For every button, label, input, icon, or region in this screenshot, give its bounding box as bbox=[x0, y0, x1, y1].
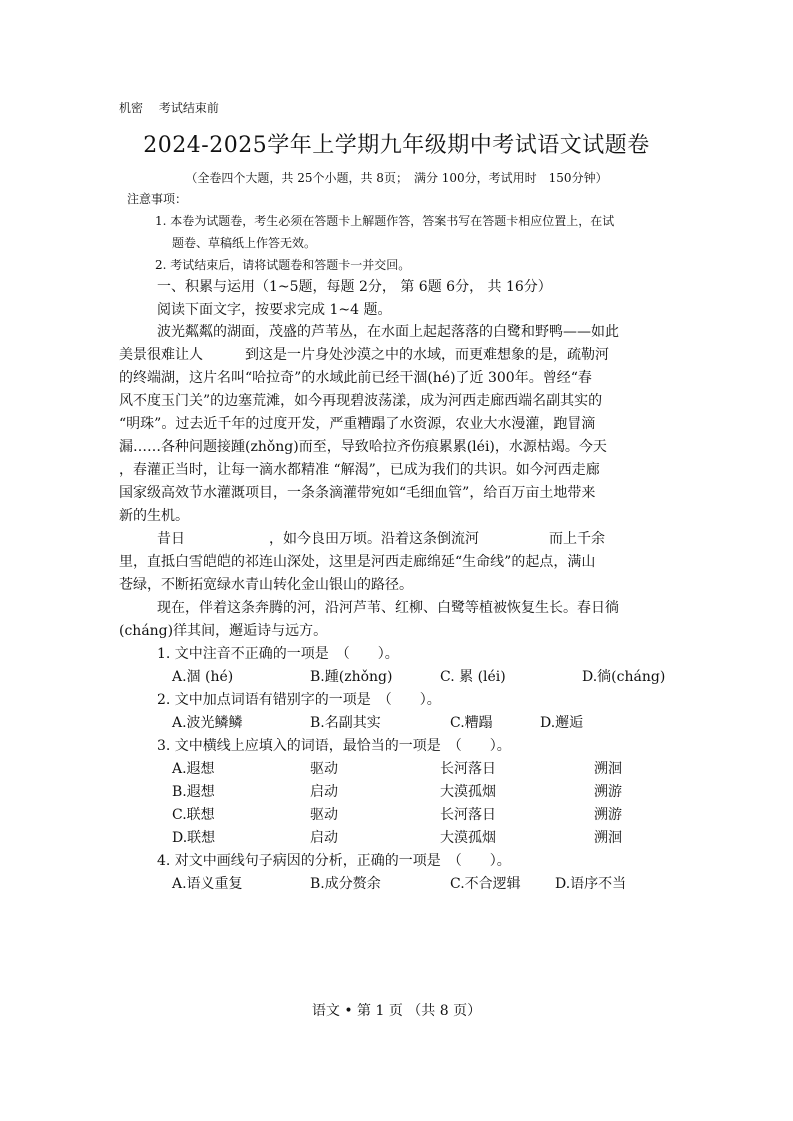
passage-line: 现在，伴着这条奔腾的河，沿河芦苇、红柳、白鹭等植被恢复生长。春日徜 bbox=[157, 600, 619, 616]
option-cell: 驱动 bbox=[310, 761, 338, 777]
passage-line: 国家级高效节水灌溉项目，一条条滴灌带宛如“毛细血管”，给百万亩土地带来 bbox=[119, 485, 596, 501]
passage-line: 美景很难让人 到这是一片身处沙漠之中的水域，而更难想象的是，疏勒河 bbox=[119, 347, 609, 363]
question-1-option-a: A.涸 (hé) bbox=[172, 669, 234, 685]
confidential-label: 机密 考试结束前 bbox=[119, 101, 219, 115]
question-1-option-d: D.徜(cháng) bbox=[582, 669, 666, 685]
option-cell: 大漠孤烟 bbox=[440, 784, 496, 800]
question-1-stem: 1. 文中注音不正确的一项是 （ ）。 bbox=[157, 646, 399, 662]
option-cell: 驱动 bbox=[310, 807, 338, 823]
option-cell: 溯游 bbox=[594, 807, 622, 823]
option-cell: 长河落日 bbox=[440, 807, 496, 823]
notice-item-1: 1. 本卷为试题卷，考生必须在答题卡上解题作答，答案书写在答题卡相应位置上，在试 bbox=[155, 214, 615, 228]
question-3-stem: 3. 文中横线上应填入的词语，最恰当的一项是 （ ）。 bbox=[157, 738, 511, 754]
passage-line: 漏……各种问题接踵(zhǒng)而至，导致哈拉齐伤痕累累(léi)，水源枯竭。今天 bbox=[119, 439, 607, 455]
option-cell: 启动 bbox=[310, 784, 338, 800]
question-4-option-d: D.语序不当 bbox=[555, 876, 627, 892]
question-2-option-d: D.邂逅 bbox=[540, 715, 584, 731]
passage-line: 波光粼粼的湖面，茂盛的芦苇丛，在水面上起起落落的白鹭和野鸭——如此 bbox=[157, 324, 619, 340]
page-title: 2024-2025学年上学期九年级期中考试语文试题卷 bbox=[143, 133, 650, 158]
question-4-option-c: C.不合逻辑 bbox=[450, 876, 521, 892]
option-cell: C.联想 bbox=[172, 807, 215, 823]
exam-info: （全卷四个大题，共 25个小题，共 8页； 满分 100分，考试用时 150分钟） bbox=[185, 171, 608, 185]
passage-line: 的终端湖，这片名叫“哈拉奇”的水域此前已经干涸(hé)了近 300年。曾经“春 bbox=[119, 370, 592, 386]
passage-line: 苍绿，不断拓宽绿水青山转化金山银山的路径。 bbox=[119, 577, 413, 593]
question-1-option-b: B.踵(zhǒng) bbox=[310, 669, 393, 685]
question-4-stem: 4. 对文中画线句子病因的分析，正确的一项是 （ ）。 bbox=[157, 853, 511, 869]
question-2-stem: 2. 文中加点词语有错别字的一项是 （ ）。 bbox=[157, 692, 441, 708]
option-cell: 大漠孤烟 bbox=[440, 830, 496, 846]
reading-instruction: 阅读下面文字，按要求完成 1~4 题。 bbox=[157, 302, 392, 318]
passage-line: (cháng)徉其间，邂逅诗与远方。 bbox=[119, 623, 328, 639]
option-cell: 溯洄 bbox=[594, 761, 622, 777]
option-cell: B.遐想 bbox=[172, 784, 215, 800]
question-1-option-c: C. 累 (léi) bbox=[440, 669, 506, 685]
page-footer: 语文 • 第 1 页 （共 8 页） bbox=[311, 1003, 482, 1019]
passage-line: ，春灌正当时，让每一滴水都精准 “解渴”，已成为我们的共识。如今河西走廊 bbox=[119, 462, 600, 478]
passage-line: 新的生机。 bbox=[119, 508, 189, 524]
notice-heading: 注意事项： bbox=[127, 192, 188, 206]
question-4-option-b: B.成分赘余 bbox=[310, 876, 381, 892]
section-heading: 一、积累与运用（1~5题，每题 2分， 第 6题 6分， 共 16分） bbox=[157, 279, 552, 295]
passage-line: 昔日 ，如今良田万顷。沿着这条倒流河 而上千余 bbox=[157, 531, 605, 547]
notice-item-1-cont: 题卷、草稿纸上作答无效。 bbox=[172, 236, 317, 250]
question-2-option-a: A.波光鳞鳞 bbox=[172, 715, 243, 731]
notice-item-2: 2. 考试结束后，请将试题卷和答题卡一并交回。 bbox=[155, 258, 411, 272]
question-2-option-c: C.糟蹋 bbox=[450, 715, 493, 731]
option-cell: D.联想 bbox=[172, 830, 216, 846]
option-cell: A.遐想 bbox=[172, 761, 215, 777]
passage-line: “明珠”。过去近千年的过度开发，严重糟蹋了水资源，农业大水漫灌，跑冒滴 bbox=[119, 416, 596, 432]
passage-line: 风不度玉门关”的边塞荒滩，如今再现碧波荡漾，成为河西走廊西端名副其实的 bbox=[119, 393, 603, 409]
option-cell: 长河落日 bbox=[440, 761, 496, 777]
option-cell: 启动 bbox=[310, 830, 338, 846]
passage-line: 里，直抵白雪皑皑的祁连山深处，这里是河西走廊绵延“生命线”的起点，满山 bbox=[119, 554, 596, 570]
option-cell: 溯游 bbox=[594, 784, 622, 800]
question-4-option-a: A.语义重复 bbox=[172, 876, 243, 892]
question-2-option-b: B.名副其实 bbox=[310, 715, 381, 731]
option-cell: 溯洄 bbox=[594, 830, 622, 846]
